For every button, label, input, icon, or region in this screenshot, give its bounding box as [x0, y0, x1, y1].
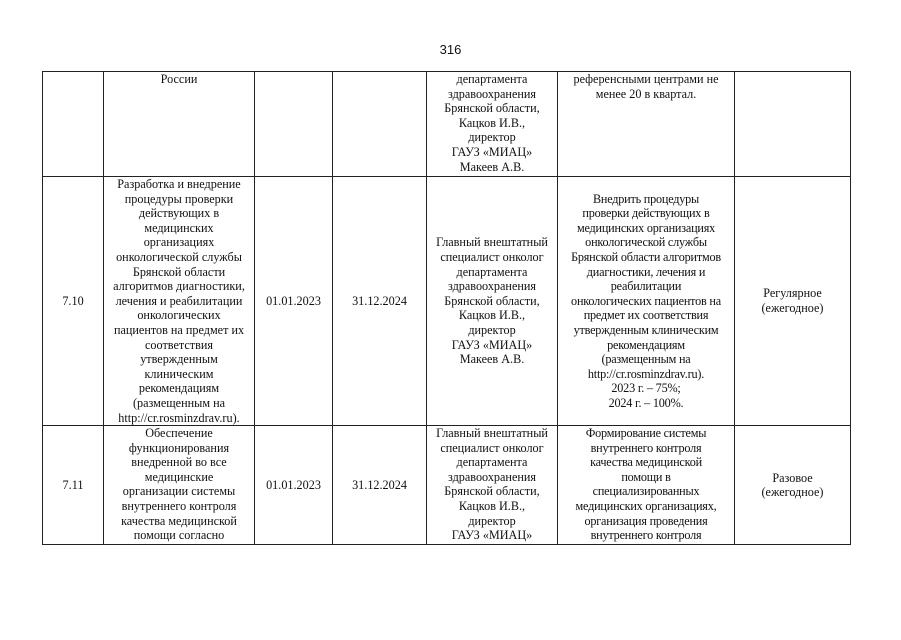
text-line: медицинские [144, 469, 214, 484]
page-number: 316 [439, 42, 462, 57]
text-line: качества медицинской [590, 455, 702, 470]
text-line: ГАУЗ «МИАЦ» [451, 528, 533, 543]
text-line: процедуры проверки [124, 191, 234, 206]
text-line: организациях [143, 235, 215, 250]
cell-responsible [427, 177, 558, 426]
cell-number: 7.11 [43, 426, 104, 545]
text-line: здравоохранения [447, 86, 537, 101]
text-line: http://cr.rosminzdrav.ru). [587, 366, 705, 381]
text-line: Брянской области, [444, 484, 540, 499]
text-line: диагностики, лечения и [586, 264, 706, 279]
cell-result [558, 426, 735, 545]
text-line: внутреннего контроля [590, 440, 702, 455]
text-line: специалист онколог [440, 440, 544, 455]
cell-clip [560, 426, 732, 544]
text-line: внедренной во все [131, 455, 227, 470]
cell-responsible [427, 426, 558, 545]
text-line: проверки действующих в [582, 206, 710, 221]
text-line: помощи согласно [133, 528, 225, 543]
text-line: Макеев А.В. [459, 352, 525, 367]
cell-activity [104, 426, 255, 545]
text-line: внутреннего контроля [121, 499, 237, 514]
text-line: утвержденным клиническим [573, 322, 719, 337]
cell-end-date: 31.12.2024 [333, 177, 427, 426]
text-line: здравоохранения [447, 469, 537, 484]
text-line: ГАУЗ «МИАЦ» [451, 337, 533, 352]
text-line: онкологической службы [585, 235, 707, 250]
cell-clip [429, 426, 555, 544]
text-line: онкологической службы [116, 249, 242, 264]
cell-end-date [333, 72, 427, 177]
text-line: (ежегодное) [761, 301, 824, 316]
text-line: лечения и реабилитации [115, 293, 243, 308]
text-line: Формирование системы [585, 426, 707, 441]
text-line: медицинских [144, 220, 214, 235]
text-line: директор [468, 130, 516, 145]
text-line: России [160, 72, 198, 86]
text-line: действующих в [138, 206, 220, 221]
text-line: референсными центрами не [573, 72, 719, 86]
text-line: онкологических пациентов на [571, 293, 721, 308]
text-line: Брянской области алгоритмов [571, 249, 721, 264]
table-row [43, 177, 851, 426]
text-line: Обеспечение [145, 426, 213, 441]
text-line: http://cr.rosminzdrav.ru). [118, 410, 240, 425]
cell-type [735, 426, 851, 545]
text-line: Брянской области [132, 264, 226, 279]
text-line: внутреннего контроля [590, 528, 702, 543]
cell-result [558, 177, 735, 426]
text-line: Брянской области, [444, 101, 540, 116]
cell-activity [104, 72, 255, 177]
text-line: Главный внештатный [436, 235, 548, 250]
text-line: Главный внештатный [436, 426, 548, 441]
cell-result [558, 72, 735, 177]
text-line: онкологических [137, 308, 221, 323]
text-line: помощи в [621, 469, 671, 484]
text-line: пациентов на предмет их [113, 322, 245, 337]
cell-start-date [255, 72, 333, 177]
cell-clip [106, 426, 252, 544]
text-line: рекомендациям [138, 381, 220, 396]
text-line: соответствия [145, 337, 213, 352]
cell-start-date: 01.01.2023 [255, 426, 333, 545]
text-line: Внедрить процедуры [592, 191, 700, 206]
text-line: департамента [456, 72, 528, 86]
cell-type [735, 72, 851, 177]
text-line: предмет их соответствия [583, 308, 709, 323]
text-line: алгоритмов диагностики, [113, 279, 245, 294]
text-line: ГАУЗ «МИАЦ» [451, 144, 533, 159]
text-line: качества медицинской [121, 513, 237, 528]
text-line: департамента [456, 264, 528, 279]
cell-end-date: 31.12.2024 [333, 426, 427, 545]
text-line: 2023 г. – 75%; [611, 381, 681, 396]
cell-number: 7.10 [43, 177, 104, 426]
text-line: Регулярное [763, 286, 822, 301]
text-line: специалист онколог [440, 249, 544, 264]
text-line: Брянской области, [444, 293, 540, 308]
text-line: Кацков И.В., [458, 308, 526, 323]
cell-type [735, 177, 851, 426]
text-line: клиническим [144, 366, 214, 381]
cell-responsible [427, 72, 558, 177]
text-line: Кацков И.В., [458, 499, 526, 514]
text-line: организации системы [122, 484, 236, 499]
text-line: менее 20 в квартал. [595, 86, 697, 101]
text-line: Разовое [772, 470, 813, 485]
text-line: директор [468, 513, 516, 528]
text-line: здравоохранения [447, 279, 537, 294]
text-line: медицинских организациях [576, 220, 716, 235]
table-row [43, 72, 851, 177]
text-line: медицинских организациях, [575, 499, 717, 514]
text-line: (размещенным на [601, 352, 691, 367]
text-line: директор [468, 322, 516, 337]
cell-start-date: 01.01.2023 [255, 177, 333, 426]
text-line: специализированных [592, 484, 700, 499]
plan-table [42, 71, 851, 545]
text-line: Кацков И.В., [458, 115, 526, 130]
text-line: Макеев А.В. [459, 159, 525, 174]
text-line: (ежегодное) [761, 485, 824, 500]
text-line: (размещенным на [132, 395, 226, 410]
text-line: утвержденным [140, 352, 218, 367]
text-line: 2024 г. – 100%. [608, 395, 684, 410]
cell-number [43, 72, 104, 177]
text-line: реабилитации [610, 279, 682, 294]
table-row [43, 426, 851, 545]
text-line: организация проведения [584, 513, 708, 528]
cell-activity [104, 177, 255, 426]
text-line: Разработка и внедрение [117, 177, 241, 191]
text-line: рекомендациям [607, 337, 685, 352]
text-line: департамента [456, 455, 528, 470]
text-line: функционирования [128, 440, 230, 455]
